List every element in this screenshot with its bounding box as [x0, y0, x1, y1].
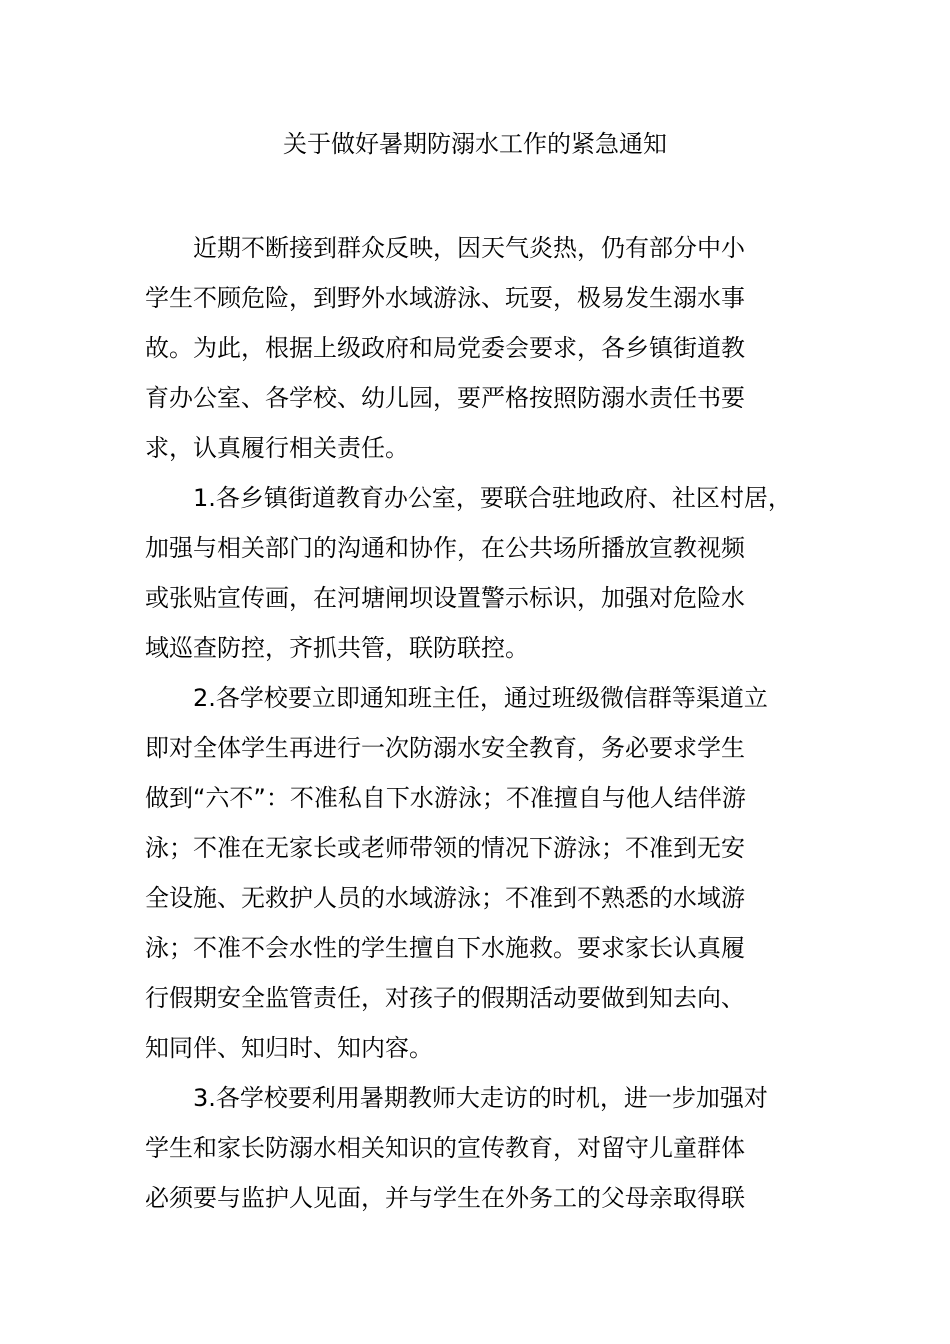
paragraph-intro-line-1: 近期不断接到群众反映，因天气炎热，仍有部分中小 — [193, 234, 745, 262]
paragraph-item2-line-5: 全设施、无救护人员的水域游泳；不准到不熟悉的水域游 — [145, 884, 745, 912]
paragraph-item1-line-1: 1.各乡镇街道教育办公室，要联合驻地政府、社区村居， — [193, 484, 792, 512]
paragraph-item2-line-1: 2.各学校要立即通知班主任，通过班级微信群等渠道立 — [193, 684, 768, 712]
paragraph-item2-line-2: 即对全体学生再进行一次防溺水安全教育，务必要求学生 — [145, 734, 745, 762]
paragraph-item2-line-6: 泳；不准不会水性的学生擅自下水施救。要求家长认真履 — [145, 934, 745, 962]
paragraph-item2-line-4: 泳；不准在无家长或老师带领的情况下游泳；不准到无安 — [145, 834, 745, 862]
paragraph-item2-line-3: 做到“六不”：不准私自下水游泳；不准擅自与他人结伴游 — [145, 784, 746, 812]
paragraph-item3-line-2: 学生和家长防溺水相关知识的宣传教育，对留守儿童群体 — [145, 1134, 745, 1162]
paragraph-intro-line-3: 故。为此，根据上级政府和局党委会要求，各乡镇街道教 — [145, 334, 745, 362]
paragraph-item1-line-4: 域巡查防控，齐抓共管，联防联控。 — [145, 634, 529, 662]
paragraph-item1-line-3: 或张贴宣传画，在河塘闸坝设置警示标识，加强对危险水 — [145, 584, 745, 612]
paragraph-intro-line-5: 求，认真履行相关责任。 — [145, 434, 409, 462]
paragraph-item1-line-2: 加强与相关部门的沟通和协作，在公共场所播放宣教视频 — [145, 534, 745, 562]
paragraph-item3-line-1: 3.各学校要利用暑期教师大走访的时机，进一步加强对 — [193, 1084, 768, 1112]
paragraph-item3-line-3: 必须要与监护人见面，并与学生在外务工的父母亲取得联 — [145, 1184, 745, 1212]
document-title: 关于做好暑期防溺水工作的紧急通知 — [283, 130, 667, 158]
paragraph-item2-line-8: 知同伴、知归时、知内容。 — [145, 1034, 433, 1062]
paragraph-intro-line-2: 学生不顾危险，到野外水域游泳、玩耍，极易发生溺水事 — [145, 284, 745, 312]
paragraph-item2-line-7: 行假期安全监管责任，对孩子的假期活动要做到知去向、 — [145, 984, 745, 1012]
paragraph-intro-line-4: 育办公室、各学校、幼儿园，要严格按照防溺水责任书要 — [145, 384, 745, 412]
